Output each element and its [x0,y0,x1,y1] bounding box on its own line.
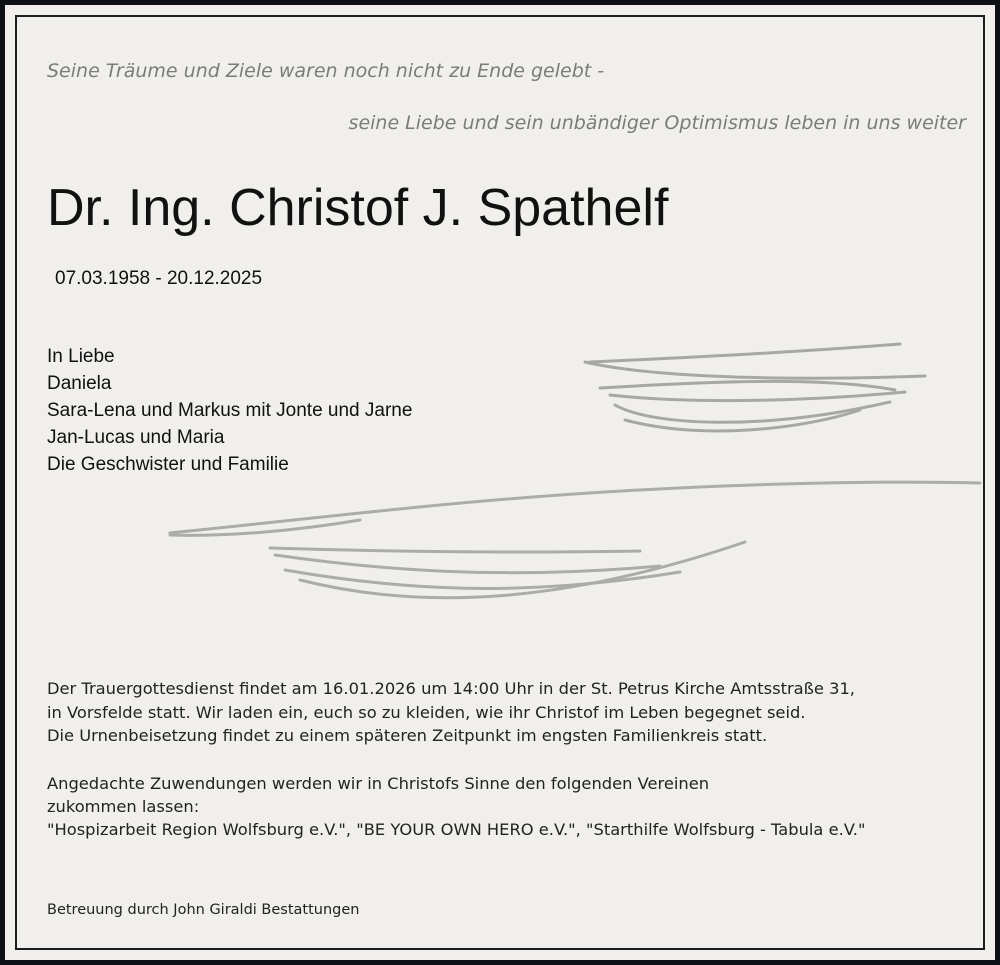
family-line: Daniela [47,373,112,394]
service-line: Der Trauergottesdienst findet am 16.01.2026 um 14:00 Uhr in der St. Petrus Kirche Amtsstraße 31, [47,679,855,698]
service-line: Die Urnenbeisetzung findet zu einem späteren Zeitpunkt im engsten Familienkreis statt. [47,726,768,745]
family-line: Jan-Lucas und Maria [47,427,225,448]
donation-line: "Hospizarbeit Region Wolfsburg e.V.", "BE YOUR OWN HERO e.V.", "Starthilfe Wolfsburg - Tabula e.V." [47,820,866,839]
family-line: Die Geschwister und Familie [47,454,289,475]
family-line: In Liebe [47,346,115,367]
life-dates: 07.03.1958 - 20.12.2025 [55,268,263,289]
deceased-name: Dr. Ing. Christof J. Spathelf [47,179,669,237]
family-line: Sara-Lena und Markus mit Jonte und Jarne [47,400,413,421]
service-line: in Vorsfelde statt. Wir laden ein, euch so zu kleiden, wie ihr Christof im Leben begegnet seid. [47,703,806,722]
funeral-home-credit: Betreuung durch John Giraldi Bestattungen [47,902,360,918]
quote-line-2: seine Liebe und sein unbändiger Optimismus leben in uns weiter [348,112,966,134]
donation-line: Angedachte Zuwendungen werden wir in Christofs Sinne den folgenden Vereinen [47,774,710,793]
quote-line-1: Seine Träume und Ziele waren noch nicht zu Ende gelebt - [47,60,605,82]
donation-line: zukommen lassen: [47,797,200,816]
